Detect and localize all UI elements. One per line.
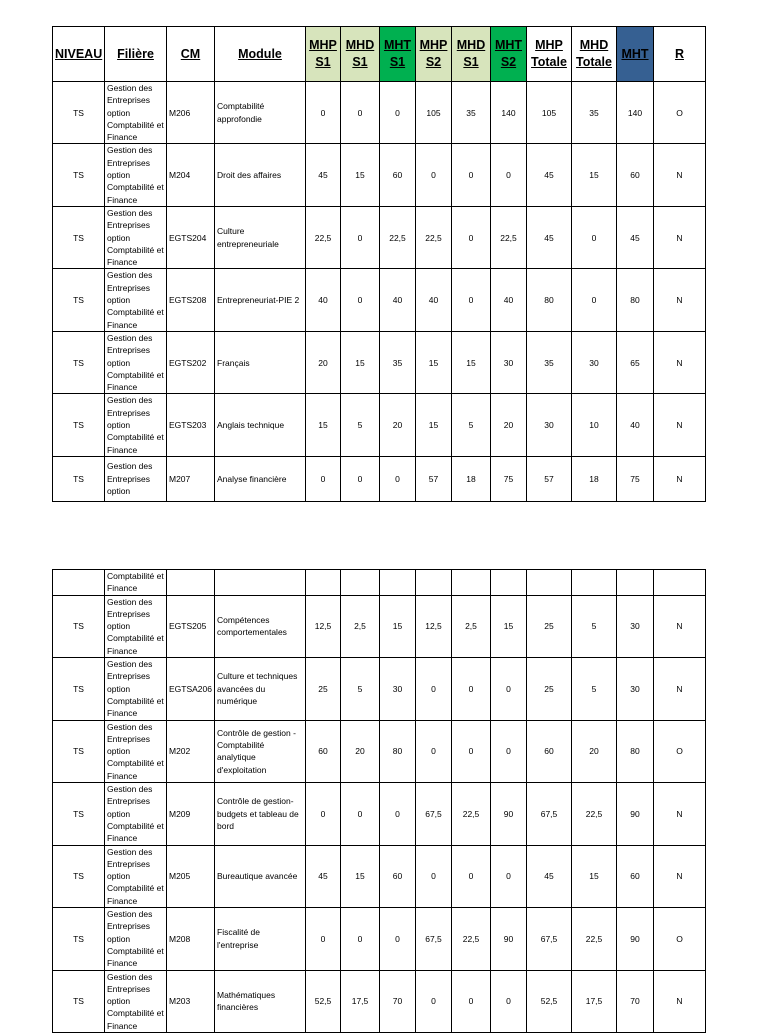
cell-mhp-totale: 45	[527, 845, 572, 907]
cell-mhp-totale: 105	[527, 82, 572, 144]
cell-filiere: Gestion des Entreprises option	[105, 456, 167, 501]
modules-table-part-1	[52, 26, 706, 502]
cell-mht-s2: 90	[491, 783, 527, 845]
cell-mhd-s2: 22,5	[452, 908, 491, 970]
table-row	[53, 658, 706, 720]
cell-niveau: TS	[53, 783, 105, 845]
cell-mhp-s2: 12,5	[416, 595, 452, 657]
table-row	[53, 908, 706, 970]
cell-mhp-totale: 35	[527, 331, 572, 393]
cell-mhd-s2: 5	[452, 394, 491, 456]
cell-mhp-s2: 0	[416, 720, 452, 782]
cell-mht: 75	[617, 456, 654, 501]
cell-mhd-totale: 30	[572, 331, 617, 393]
cell-niveau: TS	[53, 394, 105, 456]
header-mhp-s2: MHP S2	[416, 27, 452, 82]
cell-module: Contrôle de gestion-budgets et tableau de bord	[215, 783, 306, 845]
cell-mht-s2: 140	[491, 82, 527, 144]
table-row	[53, 269, 706, 331]
cell-mht-s2: 20	[491, 394, 527, 456]
cell-niveau: TS	[53, 144, 105, 206]
cell-module: Entrepreneuriat-PIE 2	[215, 269, 306, 331]
cell-niveau: TS	[53, 269, 105, 331]
header-mhp-totale: MHP Totale	[527, 27, 572, 82]
cell-module: Mathématiques financières	[215, 970, 306, 1032]
cell-mhd-s1: 5	[341, 658, 380, 720]
cell-mhp-totale: 60	[527, 720, 572, 782]
header-mht-s2: MHT S2	[491, 27, 527, 82]
cell-filiere: Gestion des Entreprises option Comptabilité et Finance	[105, 658, 167, 720]
modules-table-part-2	[52, 569, 706, 1033]
cell-r: N	[654, 269, 706, 331]
cell-filiere: Gestion des Entreprises option Comptabilité et Finance	[105, 144, 167, 206]
cell-cm: M202	[167, 720, 215, 782]
cell-mhp-totale: 45	[527, 206, 572, 268]
cell-mht-s1: 0	[380, 82, 416, 144]
cell-mhp-s2: 67,5	[416, 908, 452, 970]
cell-r: N	[654, 970, 706, 1032]
cell-cm: EGTS203	[167, 394, 215, 456]
cell-cm: EGTS202	[167, 331, 215, 393]
cell-cm: EGTS208	[167, 269, 215, 331]
cell-niveau: TS	[53, 595, 105, 657]
cell-filiere: Gestion des Entreprises option Comptabilité et Finance	[105, 206, 167, 268]
cell-mht-s1	[380, 570, 416, 596]
cell-mht-s2: 90	[491, 908, 527, 970]
cell-mhd-s1: 0	[341, 456, 380, 501]
cell-mhp-s1: 15	[306, 394, 341, 456]
cell-mht: 90	[617, 908, 654, 970]
cell-mhd-s2	[452, 570, 491, 596]
header-cm: CM	[167, 27, 215, 82]
cell-module	[215, 570, 306, 596]
cell-niveau: TS	[53, 720, 105, 782]
cell-mhd-totale: 35	[572, 82, 617, 144]
cell-mhp-s1: 45	[306, 845, 341, 907]
cell-mhd-totale: 22,5	[572, 908, 617, 970]
cell-filiere: Gestion des Entreprises option Comptabilité et Finance	[105, 908, 167, 970]
cell-mht-s1: 40	[380, 269, 416, 331]
cell-mhp-s2: 0	[416, 658, 452, 720]
cell-mhp-totale: 30	[527, 394, 572, 456]
cell-mhd-s1: 0	[341, 206, 380, 268]
cell-module: Bureautique avancée	[215, 845, 306, 907]
cell-mhd-s1: 17,5	[341, 970, 380, 1032]
table-row	[53, 82, 706, 144]
cell-mhp-s1: 60	[306, 720, 341, 782]
header-mhp-s1: MHP S1	[306, 27, 341, 82]
cell-r: N	[654, 331, 706, 393]
cell-mht: 30	[617, 658, 654, 720]
cell-r: N	[654, 783, 706, 845]
cell-mhd-s2: 0	[452, 720, 491, 782]
continuation-row	[53, 570, 706, 596]
cell-mhd-s1: 2,5	[341, 595, 380, 657]
cell-filiere: Gestion des Entreprises option Comptabilité et Finance	[105, 783, 167, 845]
cell-module: Compétences comportementales	[215, 595, 306, 657]
cell-mhd-s2: 0	[452, 206, 491, 268]
header-mhd-s2: MHD S1	[452, 27, 491, 82]
header-mht-s1: MHT S1	[380, 27, 416, 82]
cell-mhd-s1: 15	[341, 144, 380, 206]
header-module: Module	[215, 27, 306, 82]
cell-niveau: TS	[53, 908, 105, 970]
cell-mht: 80	[617, 720, 654, 782]
cell-cm: M207	[167, 456, 215, 501]
cell-mhp-s2: 15	[416, 331, 452, 393]
cell-cm: EGTS204	[167, 206, 215, 268]
cell-filiere: Gestion des Entreprises option Comptabilité et Finance	[105, 269, 167, 331]
cell-mhd-s2: 18	[452, 456, 491, 501]
cell-mht-s1: 20	[380, 394, 416, 456]
cell-module: Anglais technique	[215, 394, 306, 456]
cell-mhd-totale: 0	[572, 269, 617, 331]
cell-mhp-s2: 57	[416, 456, 452, 501]
cell-mht: 80	[617, 269, 654, 331]
cell-mht-s1: 0	[380, 908, 416, 970]
cell-mhd-totale: 18	[572, 456, 617, 501]
cell-niveau: TS	[53, 331, 105, 393]
cell-mhd-s2: 0	[452, 269, 491, 331]
cell-niveau: TS	[53, 658, 105, 720]
cell-mhp-totale: 67,5	[527, 908, 572, 970]
cell-mhd-s1: 15	[341, 845, 380, 907]
header-mht: MHT	[617, 27, 654, 82]
cell-mht-s2: 0	[491, 970, 527, 1032]
cell-cm: M204	[167, 144, 215, 206]
cell-r: N	[654, 206, 706, 268]
cell-mht-s2: 0	[491, 658, 527, 720]
cell-mhp-totale: 67,5	[527, 783, 572, 845]
cell-mhp-s2: 0	[416, 845, 452, 907]
cell-r	[654, 570, 706, 596]
table-row	[53, 394, 706, 456]
header-mhd-totale: MHD Totale	[572, 27, 617, 82]
cell-cm: M208	[167, 908, 215, 970]
cell-mht-s1: 35	[380, 331, 416, 393]
table-row	[53, 206, 706, 268]
table-row	[53, 783, 706, 845]
cell-mhp-s2: 0	[416, 970, 452, 1032]
cell-mhp-s1: 0	[306, 908, 341, 970]
cell-mht-s1: 60	[380, 845, 416, 907]
cell-mhd-s1: 0	[341, 908, 380, 970]
cell-mhp-s1: 20	[306, 331, 341, 393]
header-filiere: Filière	[105, 27, 167, 82]
table-row	[53, 456, 706, 501]
cell-mht-s2: 30	[491, 331, 527, 393]
cell-mhd-s2: 0	[452, 144, 491, 206]
cell-cm: M209	[167, 783, 215, 845]
cell-filiere: Gestion des Entreprises option Comptabilité et Finance	[105, 82, 167, 144]
cell-mht-s1: 15	[380, 595, 416, 657]
cell-mhd-totale	[572, 570, 617, 596]
cell-niveau: TS	[53, 456, 105, 501]
cell-mhp-s1	[306, 570, 341, 596]
cell-mhp-s1: 12,5	[306, 595, 341, 657]
cell-r: N	[654, 394, 706, 456]
cell-r: O	[654, 82, 706, 144]
cell-mhd-s1: 0	[341, 783, 380, 845]
cell-cm: M206	[167, 82, 215, 144]
cell-mhp-s2: 40	[416, 269, 452, 331]
cell-mht-s1: 70	[380, 970, 416, 1032]
cell-mhp-s2: 0	[416, 144, 452, 206]
cell-mhp-totale: 57	[527, 456, 572, 501]
cell-mht-s2: 40	[491, 269, 527, 331]
cell-mht-s1: 30	[380, 658, 416, 720]
cell-filiere: Gestion des Entreprises option Comptabilité et Finance	[105, 720, 167, 782]
cell-cm: EGTS205	[167, 595, 215, 657]
cell-mht-s2	[491, 570, 527, 596]
cell-mhp-s2	[416, 570, 452, 596]
table-row	[53, 144, 706, 206]
cell-mhd-totale: 15	[572, 144, 617, 206]
cell-mht: 140	[617, 82, 654, 144]
cell-cm: EGTSA206	[167, 658, 215, 720]
cell-mht: 40	[617, 394, 654, 456]
cell-mhp-s2: 22,5	[416, 206, 452, 268]
cell-mhd-s1: 20	[341, 720, 380, 782]
cell-mhp-totale: 80	[527, 269, 572, 331]
cell-mhd-s2: 15	[452, 331, 491, 393]
header-row	[53, 27, 706, 82]
cell-mhd-totale: 15	[572, 845, 617, 907]
cell-niveau	[53, 570, 105, 596]
cell-cm: M203	[167, 970, 215, 1032]
table-row	[53, 595, 706, 657]
cell-mhp-s1: 40	[306, 269, 341, 331]
cell-mhp-totale: 25	[527, 658, 572, 720]
cell-mhd-s2: 0	[452, 970, 491, 1032]
cell-mhd-s2: 22,5	[452, 783, 491, 845]
cell-filiere: Gestion des Entreprises option Comptabilité et Finance	[105, 394, 167, 456]
cell-mhp-totale: 52,5	[527, 970, 572, 1032]
cell-r: N	[654, 658, 706, 720]
cell-mht: 60	[617, 845, 654, 907]
header-r: R	[654, 27, 706, 82]
cell-mhd-s1: 5	[341, 394, 380, 456]
cell-filiere-continuation: Comptabilité et Finance	[105, 570, 167, 596]
cell-mhp-s1: 52,5	[306, 970, 341, 1032]
cell-mht: 45	[617, 206, 654, 268]
cell-r: N	[654, 144, 706, 206]
cell-mht-s1: 0	[380, 783, 416, 845]
cell-mht-s2: 0	[491, 144, 527, 206]
header-niveau: NIVEAU	[53, 27, 105, 82]
cell-mhp-totale	[527, 570, 572, 596]
cell-mht-s1: 0	[380, 456, 416, 501]
table-row	[53, 331, 706, 393]
cell-niveau: TS	[53, 206, 105, 268]
cell-mhd-s2: 2,5	[452, 595, 491, 657]
cell-mhd-totale: 20	[572, 720, 617, 782]
cell-mhd-s1	[341, 570, 380, 596]
cell-mhd-s1: 0	[341, 82, 380, 144]
cell-mht	[617, 570, 654, 596]
cell-mhp-s1: 25	[306, 658, 341, 720]
cell-mhp-s1: 0	[306, 783, 341, 845]
cell-mhd-s2: 35	[452, 82, 491, 144]
cell-mhp-totale: 25	[527, 595, 572, 657]
cell-mhp-totale: 45	[527, 144, 572, 206]
cell-mht-s2: 75	[491, 456, 527, 501]
cell-mht: 30	[617, 595, 654, 657]
cell-mhd-totale: 5	[572, 658, 617, 720]
cell-r: N	[654, 845, 706, 907]
cell-mhd-totale: 10	[572, 394, 617, 456]
cell-mht-s1: 60	[380, 144, 416, 206]
cell-module: Culture et techniques avancées du numérique	[215, 658, 306, 720]
cell-mhp-s1: 0	[306, 456, 341, 501]
cell-mht-s2: 0	[491, 720, 527, 782]
cell-mht-s1: 22,5	[380, 206, 416, 268]
cell-mht-s1: 80	[380, 720, 416, 782]
cell-niveau: TS	[53, 82, 105, 144]
cell-filiere: Gestion des Entreprises option Comptabilité et Finance	[105, 595, 167, 657]
header-mhd-s1: MHD S1	[341, 27, 380, 82]
cell-module: Fiscalité de l'entreprise	[215, 908, 306, 970]
cell-module: Comptabilité approfondie	[215, 82, 306, 144]
cell-mhd-s1: 15	[341, 331, 380, 393]
cell-mht: 90	[617, 783, 654, 845]
cell-module: Culture entrepreneuriale	[215, 206, 306, 268]
cell-mhd-totale: 22,5	[572, 783, 617, 845]
cell-mhd-s2: 0	[452, 658, 491, 720]
cell-mht-s2: 15	[491, 595, 527, 657]
cell-r: O	[654, 908, 706, 970]
table-row	[53, 970, 706, 1032]
cell-niveau: TS	[53, 845, 105, 907]
cell-mht: 65	[617, 331, 654, 393]
cell-module: Français	[215, 331, 306, 393]
cell-r: O	[654, 720, 706, 782]
cell-mhp-s2: 105	[416, 82, 452, 144]
table-row	[53, 845, 706, 907]
cell-mht-s2: 22,5	[491, 206, 527, 268]
table-row	[53, 720, 706, 782]
cell-module: Analyse financière	[215, 456, 306, 501]
cell-mhp-s1: 22,5	[306, 206, 341, 268]
cell-mhd-totale: 5	[572, 595, 617, 657]
cell-cm: M205	[167, 845, 215, 907]
cell-r: N	[654, 456, 706, 501]
cell-mhp-s1: 0	[306, 82, 341, 144]
cell-filiere: Gestion des Entreprises option Comptabilité et Finance	[105, 331, 167, 393]
cell-module: Contrôle de gestion - Comptabilité analytique d'exploitation	[215, 720, 306, 782]
cell-niveau: TS	[53, 970, 105, 1032]
cell-mhd-totale: 17,5	[572, 970, 617, 1032]
cell-mhp-s2: 15	[416, 394, 452, 456]
cell-module: Droit des affaires	[215, 144, 306, 206]
cell-cm	[167, 570, 215, 596]
cell-filiere: Gestion des Entreprises option Comptabilité et Finance	[105, 845, 167, 907]
cell-mht: 70	[617, 970, 654, 1032]
cell-r: N	[654, 595, 706, 657]
cell-mhp-s2: 67,5	[416, 783, 452, 845]
cell-filiere: Gestion des Entreprises option Comptabilité et Finance	[105, 970, 167, 1032]
cell-mhd-s1: 0	[341, 269, 380, 331]
cell-mhd-s2: 0	[452, 845, 491, 907]
cell-mhp-s1: 45	[306, 144, 341, 206]
cell-mht-s2: 0	[491, 845, 527, 907]
cell-mhd-totale: 0	[572, 206, 617, 268]
cell-mht: 60	[617, 144, 654, 206]
